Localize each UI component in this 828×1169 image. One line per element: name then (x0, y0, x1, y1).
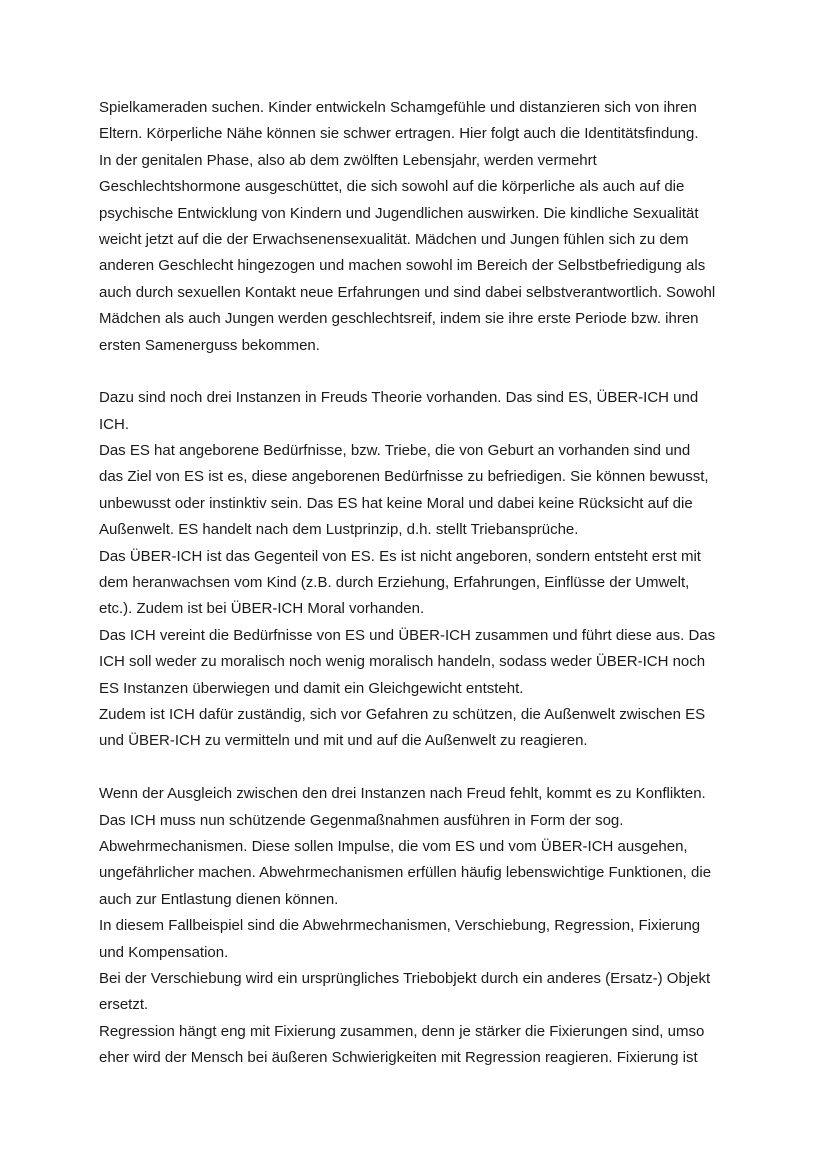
text-line: auch zur Entlastung dienen können. (99, 890, 339, 908)
text-line: Außenwelt. ES handelt nach dem Lustprinzip, d.h. stellt Triebansprüche. (99, 521, 579, 539)
paragraph-phases (99, 95, 739, 359)
text-line: Dazu sind noch drei Instanzen in Freuds Theorie vorhanden. Das sind ES, ÜBER-ICH und (99, 389, 699, 407)
text-line: weicht jetzt auf die der Erwachsenensexualität. Mädchen und Jungen fühlen sich zu dem (99, 230, 689, 248)
text-line: ICH. (99, 415, 129, 433)
text-line: ICH soll weder zu moralisch noch wenig moralisch handeln, sodass weder ÜBER-ICH noch (99, 653, 706, 671)
text-line: Das ÜBER-ICH ist das Gegenteil von ES. Es ist nicht angeboren, sondern entsteht erst mit (99, 547, 701, 565)
text-line: Das ICH muss nun schützende Gegenmaßnahmen ausführen in Form der sog. (99, 811, 624, 829)
text-line: dem heranwachsen vom Kind (z.B. durch Erziehung, Erfahrungen, Einflüsse der Umwelt, (99, 574, 690, 592)
text-line: Das ES hat angeborene Bedürfnisse, bzw. Triebe, die von Geburt an vorhanden sind und (99, 442, 691, 460)
text-line: ungefährlicher machen. Abwehrmechanismen erfüllen häufig lebenswichtige Funktionen, die (99, 864, 712, 882)
text-line: Abwehrmechanismen. Diese sollen Impulse, die vom ES und vom ÜBER-ICH ausgehen, (99, 837, 688, 855)
text-line: unbewusst oder instinktiv sein. Das ES hat keine Moral und dabei keine Rücksicht auf die (99, 494, 693, 512)
text-line: und Kompensation. (99, 943, 229, 961)
text-line: In diesem Fallbeispiel sind die Abwehrmechanismen, Verschiebung, Regression, Fixierung (99, 917, 701, 935)
text-line: auch durch sexuellen Kontakt neue Erfahrungen und sind dabei selbstverantwortlich. Sowohl (99, 283, 716, 301)
text-line: Mädchen als auch Jungen werden geschlechtsreif, indem sie ihre erste Periode bzw. ihren (99, 310, 699, 328)
text-line: ersetzt. (99, 996, 149, 1014)
text-line: Geschlechtshormone ausgeschüttet, die sich sowohl auf die körperliche als auch auf die (99, 178, 685, 196)
document-body (99, 95, 739, 1071)
text-line: Wenn der Ausgleich zwischen den drei Instanzen nach Freud fehlt, kommt es zu Konflikten. (99, 785, 706, 803)
paragraph-instances (99, 385, 739, 754)
text-line: anderen Geschlecht hingezogen und machen sowohl im Bereich der Selbstbefriedigung als (99, 257, 706, 275)
text-line: Eltern. Körperliche Nähe können sie schwer ertragen. Hier folgt auch die Identitätsfindung. (99, 125, 699, 143)
text-line: ES Instanzen überwiegen und damit ein Gleichgewicht entsteht. (99, 679, 524, 697)
text-line: ersten Samenerguss bekommen. (99, 336, 320, 354)
text-line: das Ziel von ES ist es, diese angeborenen Bedürfnisse zu befriedigen. Sie können bewusst, (99, 468, 709, 486)
text-line: Spielkameraden suchen. Kinder entwickeln Schamgefühle und distanzieren sich von ihren (99, 99, 697, 116)
text-line: etc.). Zudem ist bei ÜBER-ICH Moral vorhanden. (99, 600, 425, 618)
text-line: Zudem ist ICH dafür zuständig, sich vor Gefahren zu schützen, die Außenwelt zwischen ES (99, 705, 706, 723)
text-line: Das ICH vereint die Bedürfnisse von ES und ÜBER-ICH zusammen und führt diese aus. Das (99, 626, 716, 644)
text-line: In der genitalen Phase, also ab dem zwölften Lebensjahr, werden vermehrt (99, 151, 597, 169)
text-line: Bei der Verschiebung wird ein ursprüngliches Triebobjekt durch ein anderes (Ersatz-) Objekt (99, 969, 711, 987)
paragraph-spacer (99, 359, 739, 385)
text-line: eher wird der Mensch bei äußeren Schwierigkeiten mit Regression reagieren. Fixierung ist (99, 1049, 698, 1067)
paragraph-defense-mechanisms (99, 781, 739, 1071)
text-line: und ÜBER-ICH zu vermitteln und mit und auf die Außenwelt zu reagieren. (99, 732, 588, 750)
text-line: psychische Entwicklung von Kindern und Jugendlichen auswirken. Die kindliche Sexualität (99, 204, 699, 222)
paragraph-spacer (99, 755, 739, 781)
text-line: Regression hängt eng mit Fixierung zusammen, denn je stärker die Fixierungen sind, umso (99, 1022, 705, 1040)
